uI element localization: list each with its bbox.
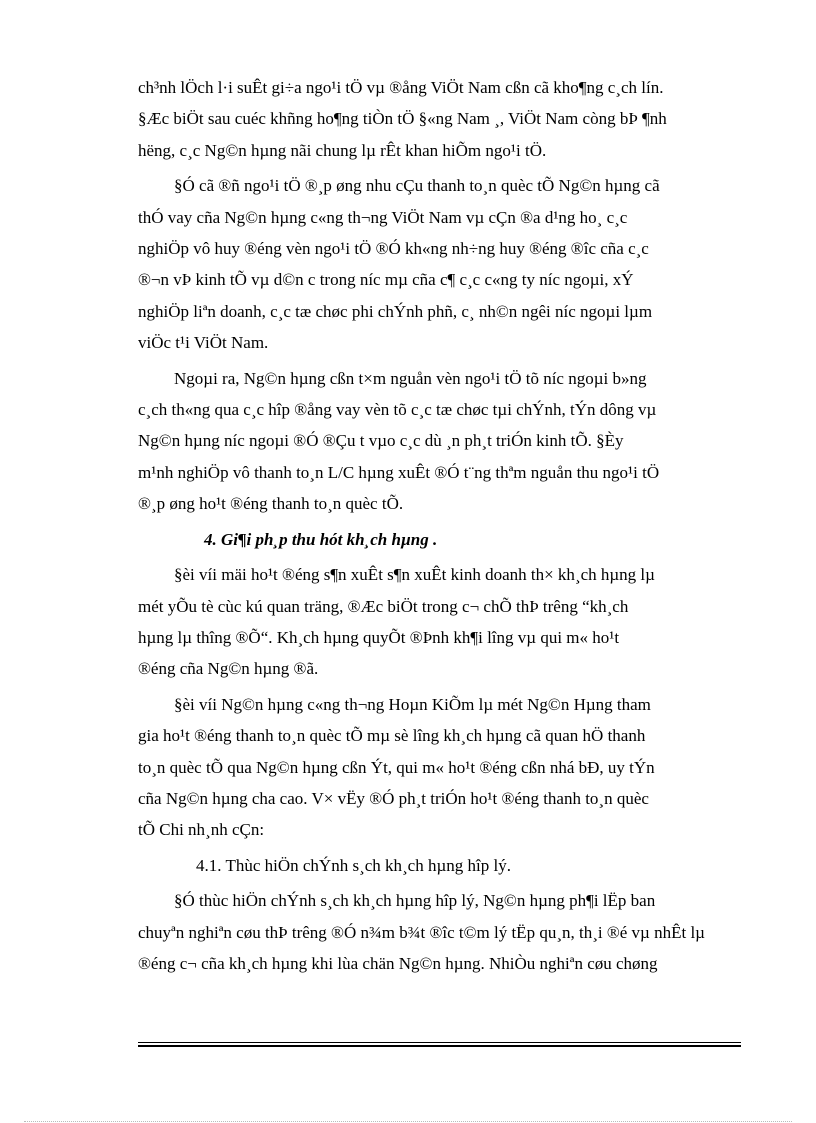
subsection-heading: 4.1. Thùc hiÖn chÝnh s¸ch kh¸ch hµng hîp lý. bbox=[196, 855, 511, 875]
footer-rule-thin bbox=[138, 1042, 741, 1043]
text-line: c¸ch th«ng qua c¸c hîp ®ång vay vèn tõ c¸c tæ chøc tµi chÝnh, tÝn dông vµ bbox=[138, 400, 657, 420]
text-line: §èi víi Ng©n hµng c«ng th¬ng Hoµn KiÕm lµ mét Ng©n Hµng tham bbox=[174, 694, 651, 714]
paragraph-5 bbox=[138, 689, 740, 846]
text-line: Ngoµi ra, Ng©n hµng cßn t×m nguån vèn ngo¹i tÖ tõ níc ngoµi b»ng bbox=[174, 368, 647, 388]
text-line: ®éng cña Ng©n hµng ®ã. bbox=[138, 659, 319, 679]
text-line: §Ó thùc hiÖn chÝnh s¸ch kh¸ch hµng hîp lý, Ng©n hµng ph¶i lËp ban bbox=[174, 891, 656, 911]
text-line: viÖc t¹i ViÖt Nam. bbox=[138, 333, 269, 353]
text-line: thÓ vay cña Ng©n hµng c«ng th¬ng ViÖt Nam vµ cÇn ®a d¹ng ho¸ c¸c bbox=[138, 207, 628, 227]
text-line: mét yÕu tè cùc kú quan träng, ®Æc biÖt trong c¬ chÕ thÞ trêng “kh¸ch bbox=[138, 596, 629, 616]
section-heading: 4. Gi¶i ph¸p thu hót kh¸ch hµng . bbox=[204, 529, 438, 549]
text-line: gia ho¹t ®éng thanh to¸n quèc tÕ mµ sè lîng kh¸ch hµng cã quan hÖ thanh bbox=[138, 726, 646, 746]
text-line: Ng©n hµng níc ngoµi ®Ó ®Çu t vµo c¸c dù ¸n ph¸t triÓn kinh tÕ. §Èy bbox=[138, 431, 624, 451]
page-edge-dotted-line bbox=[24, 1121, 792, 1122]
text-line: ®éng c¬ cña kh¸ch hµng khi lùa chän Ng©n hµng. NhiÒu nghiªn cøu chøng bbox=[138, 953, 658, 973]
text-line: §èi víi mäi ho¹t ®éng s¶n xuÊt s¶n xuÊt kinh doanh th× kh¸ch hµng lµ bbox=[174, 565, 655, 585]
paragraph-2 bbox=[138, 170, 740, 358]
text-line: m¹nh nghiÖp vô thanh to¸n L/C hµng xuÊt ®Ó t¨ng thªm nguån thu ngo¹i tÖ bbox=[138, 462, 660, 482]
text-line: §Æc biÖt sau cuéc khñng ho¶ng tiÒn tÖ §«ng Nam ¸, ViÖt Nam còng bÞ ¶nh bbox=[138, 109, 667, 129]
paragraph-6 bbox=[138, 885, 740, 979]
text-line: nghiÖp vô huy ®éng vèn ngo¹i tÖ ®Ó kh«ng nh÷ng huy ®éng ®îc cña c¸c bbox=[138, 239, 649, 259]
body-text bbox=[138, 72, 740, 979]
text-line: nghiÖp liªn doanh, c¸c tæ chøc phi chÝnh phñ, c¸ nh©n ngêi níc ngoµi lµm bbox=[138, 301, 653, 321]
paragraph-3 bbox=[138, 363, 740, 520]
text-line: ch³nh lÖch l·i suÊt gi÷a ngo¹i tÖ vµ ®ång ViÖt Nam cßn cã kho¶ng c¸ch lín. bbox=[138, 78, 664, 97]
paragraph-4 bbox=[138, 559, 740, 685]
text-line: hëng, c¸c Ng©n hµng nãi chung lµ rÊt khan hiÕm ngo¹i tÖ. bbox=[138, 140, 547, 160]
text-line: chuyªn nghiªn cøu thÞ trêng ®Ó n¾m b¾t ®îc t©m lý tËp qu¸n, th¸i ®é vµ nhÊt lµ bbox=[138, 922, 705, 942]
text-line: ®¸p øng ho¹t ®éng thanh to¸n quèc tÕ. bbox=[138, 494, 404, 514]
text-line: ®¬n vÞ kinh tÕ vµ d©n c trong níc mµ cña c¶ c¸c c«ng ty níc ngoµi, xÝ bbox=[138, 270, 634, 290]
text-line: §Ó cã ®ñ ngo¹i tÖ ®¸p øng nhu cÇu thanh to¸n quèc tÕ Ng©n hµng cã bbox=[174, 176, 660, 196]
text-line: tÕ Chi nh¸nh cÇn: bbox=[138, 820, 265, 840]
text-line: hµng lµ thîng ®Õ“. Kh¸ch hµng quyÕt ®Þnh kh¶i lîng vµ qui m« ho¹t bbox=[138, 627, 620, 647]
paragraph-1 bbox=[138, 72, 740, 166]
text-line: to¸n quèc tÕ qua Ng©n hµng cßn Ýt, qui m« ho¹t ®éng cßn nhá bÐ, uy tÝn bbox=[138, 757, 655, 777]
footer-rule-thick bbox=[138, 1045, 741, 1047]
text-line: cña Ng©n hµng cha cao. V× vËy ®Ó ph¸t triÓn ho¹t ®éng thanh to¸n quèc bbox=[138, 788, 649, 808]
